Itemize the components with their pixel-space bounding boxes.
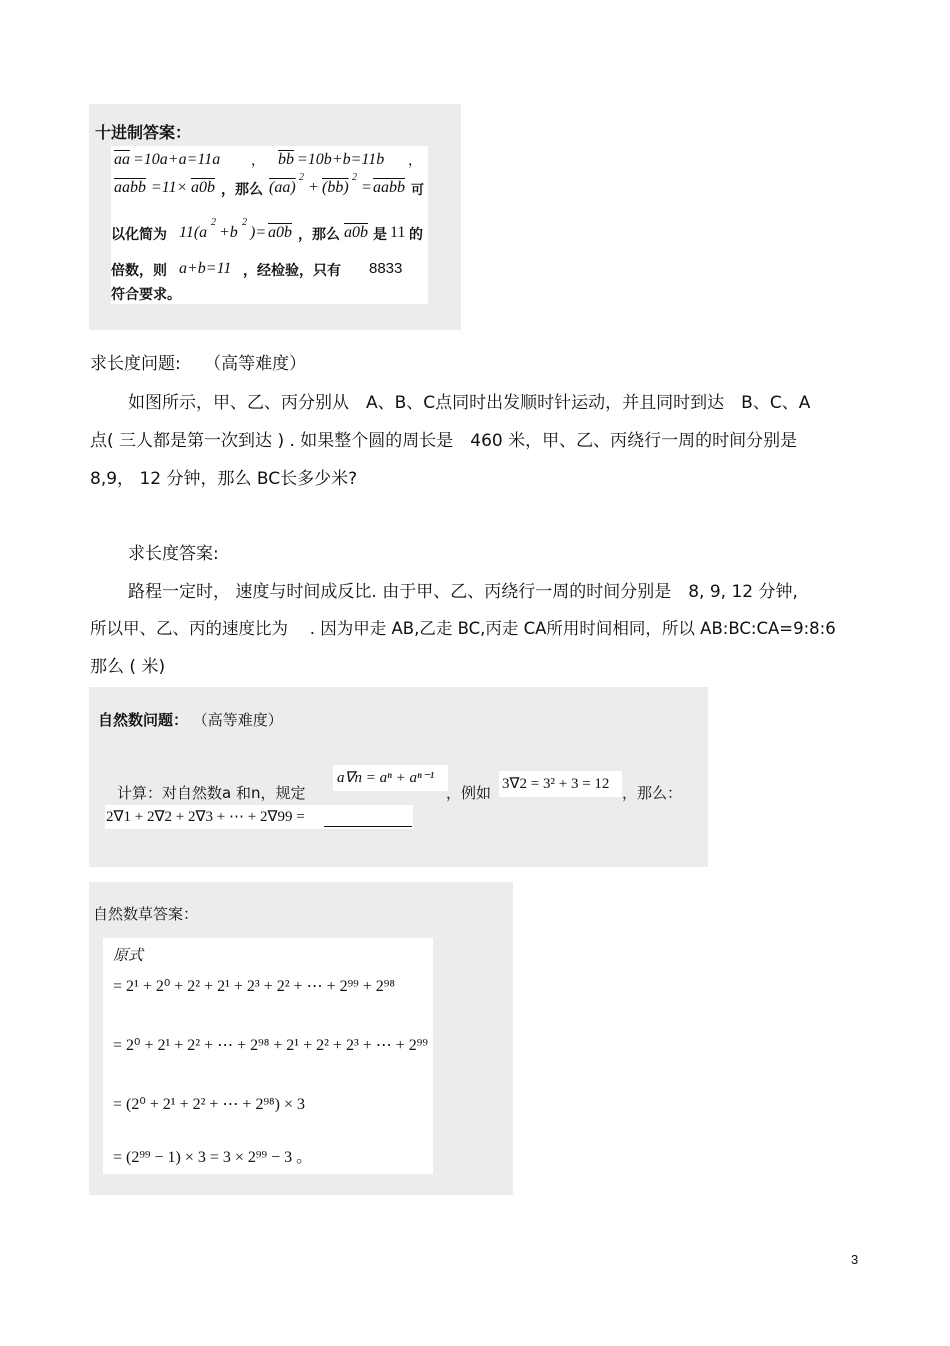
answer-line-3: = (2⁰ + 2¹ + 2² + ⋯ + 2⁹⁸) × 3 [113,1096,305,1113]
heading-text: 求长度问题: [90,354,181,374]
decimal-answer-title: 十进制答案： [95,123,192,142]
length-answer-line-2: 所以甲、乙、丙的速度比为 . 因为甲走 AB,乙走 BC,丙走 CA所用时间相同，所以 AB:BC:CA=9:8:6 [90,619,836,638]
difficulty-label: （高等难度） [192,711,283,729]
length-answer-heading: 求长度答案: [128,544,219,564]
example-box [499,771,622,797]
number-8833: 8833 [369,260,403,277]
length-answer-line-3: 那么 ( 米) [90,657,166,677]
math-a0b: a0b [191,179,215,196]
definition-box [333,765,448,791]
natural-number-problem-panel [89,687,708,867]
text-can: 可 [411,183,425,198]
equals: = [361,179,372,196]
length-problem-line-3: 8,9， 12 分钟，那么 BC长多少米? [90,469,358,489]
expression-formula: 2∇1 + 2∇2 + 2∇3 + ⋯ + 2∇99 = [106,809,305,825]
comma: ， [251,153,265,169]
comma: ， [408,153,422,169]
math-aa-paren: (aa) [269,179,296,196]
example-suffix: ，那么： [622,784,683,802]
length-problem-heading [90,349,306,374]
exp: 2 [299,172,304,183]
math-aa: $\overline{aa}$ [114,151,130,168]
length-answer-line-1: 路程一定时， 速度与时间成反比. 由于甲、乙、丙绕行一周的时间分别是 8, 9, 12 分钟, [128,582,798,602]
example-formula: 3∇2 = 3² + 3 = 12 [502,776,610,792]
definition-formula: a∇n = aⁿ + aⁿ⁻¹ [337,770,435,786]
math-text: )= [250,224,267,241]
text-is: 是 [373,227,387,243]
page-number: 3 [851,1252,859,1267]
answer-title: 自然数草答案： [93,905,199,923]
math-text: =11× [151,179,188,196]
problem-title [98,709,283,730]
difficulty-label: （高等难度） [204,354,307,374]
answer-line-1: = 2¹ + 2⁰ + 2² + 2¹ + 2³ + 2² + ⋯ + 2⁹⁹ + 2⁹⁸ [113,978,395,995]
text-check: ，经检验，只有 [243,263,341,279]
natural-number-answer-panel [89,882,513,1195]
exp: 2 [242,217,247,228]
math-bb-paren: (bb) [322,179,349,196]
plus: + [308,179,319,196]
exp: 2 [211,217,216,228]
text-of: 的 [409,227,423,243]
decimal-answer-content [111,146,428,304]
math-text: 11(a [179,224,208,241]
math-sum: a+b=11 [179,260,232,277]
expression-box [105,805,413,829]
text-then: ，那么 [221,182,263,198]
answer-line-2: = 2⁰ + 2¹ + 2² + ⋯ + 2⁹⁸ + 2¹ + 2² + 2³ + ⋯ + 2⁹⁹ [113,1037,428,1054]
text-meets: 符合要求。 [111,287,181,303]
math-bb: $\overline{bb}$ [278,151,294,168]
decimal-answer-panel [89,104,461,330]
length-problem-line-2: 点( 三人都是第一次到达 ) . 如果整个圆的周长是 460 米，甲、乙、丙绕行一周的时间分别是 [90,431,798,451]
example-prefix: ，例如 [446,784,492,802]
calc-prefix: 计算：对自然数a 和n，规定 [117,784,306,802]
text-then: ，那么 [298,227,340,243]
answer-blank [324,826,412,827]
length-problem-line-1: 如图所示，甲、乙、丙分别从 A、B、C点同时出发顺时针运动，并且同时到达 B、C、A [128,393,811,413]
answer-line-4: = (2⁹⁹ − 1) × 3 = 3 × 2⁹⁹ − 3 。 [113,1149,313,1166]
text-multiple: 倍数，则 [111,263,167,279]
math-text: +b [219,224,238,241]
math-a0b: a0b [268,224,292,241]
math-11: 11 [390,224,406,241]
math-aabb: aabb [373,179,405,196]
answer-line-0: 原式 [113,946,144,964]
math-a0b: a0b [344,224,368,241]
answer-content [103,938,433,1174]
text-simplify: 以化简为 [111,227,167,243]
title-text: 自然数问题： [98,711,189,729]
exp: 2 [352,172,357,183]
math-text: =10a+a=11a [133,151,221,168]
math-aabb: aabb [114,179,146,196]
math-text: =10b+b=11b [297,151,385,168]
